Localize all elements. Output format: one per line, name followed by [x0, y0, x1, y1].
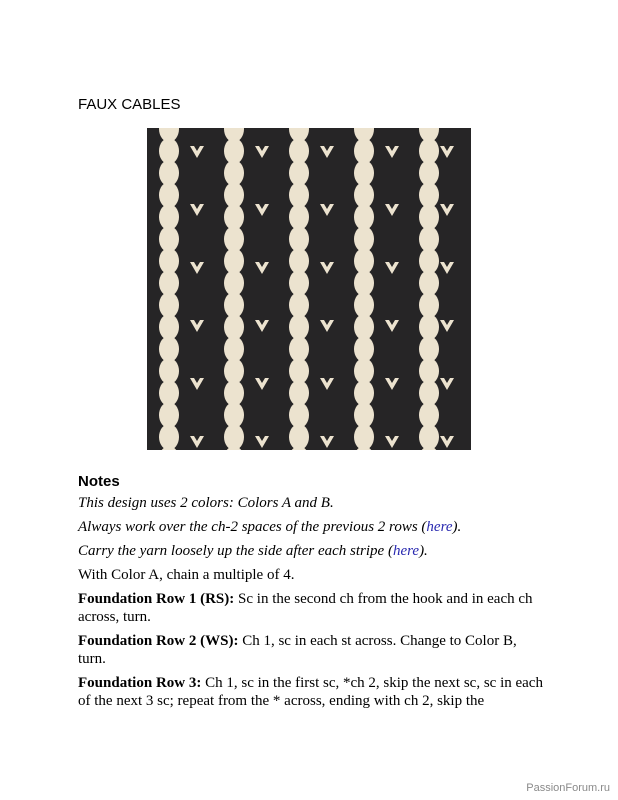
- note-colors: This design uses 2 colors: Colors A and B.: [78, 495, 334, 511]
- foundation-row-3: Foundation Row 3: Ch 1, sc in the first sc, *ch 2, skip the next sc, sc in each of the next 3 sc; repeat from the * across, ending with ch 2, skip the: [78, 675, 543, 709]
- foundation-row-2: Foundation Row 2 (WS): Ch 1, sc in each st across. Change to Color B, turn.: [78, 633, 517, 667]
- notes-heading: Notes: [78, 473, 120, 490]
- note-ch2: Always work over the ch-2 spaces of the previous 2 rows (here).: [78, 519, 462, 535]
- crochet-swatch-photo: [147, 128, 471, 450]
- watermark: PassionForum.ru: [526, 782, 610, 794]
- page-title: FAUX CABLES: [78, 96, 181, 113]
- foundation-row-1: Foundation Row 1 (RS): Sc in the second ch from the hook and in each ch across, turn.: [78, 591, 533, 625]
- here-link[interactable]: here: [392, 543, 420, 559]
- chain-instruction: With Color A, chain a multiple of 4.: [78, 567, 295, 583]
- note-carry: Carry the yarn loosely up the side after each stripe (here).: [78, 543, 428, 559]
- pattern-text: [78, 494, 548, 716]
- here-link[interactable]: here: [426, 519, 453, 535]
